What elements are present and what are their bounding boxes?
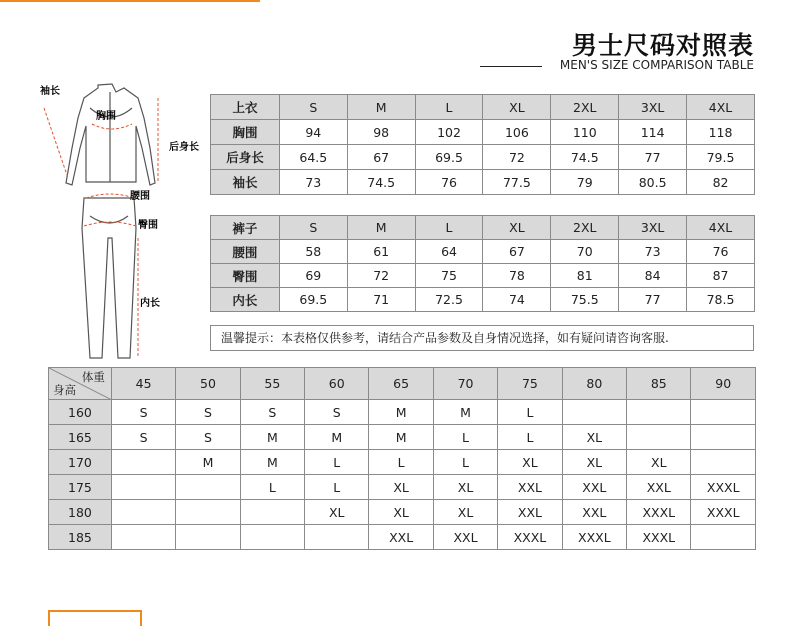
- size-header: S: [279, 95, 347, 120]
- size-header: 4XL: [687, 95, 755, 120]
- table-cell: L: [433, 450, 497, 475]
- table-row: [49, 425, 756, 450]
- size-header: L: [415, 216, 483, 240]
- table-row: [49, 475, 756, 500]
- table-cell: M: [240, 425, 304, 450]
- table-cell: 69.5: [415, 145, 483, 170]
- table-header-row: [49, 368, 756, 400]
- size-header: L: [415, 95, 483, 120]
- table-cell: XXXL: [627, 500, 691, 525]
- table-cell: L: [433, 425, 497, 450]
- table-cell: [691, 400, 756, 425]
- height-header: 165: [49, 425, 112, 450]
- table-row: [211, 264, 755, 288]
- table-cell: 102: [415, 120, 483, 145]
- table-cell: 64.5: [279, 145, 347, 170]
- table-header-row: [211, 95, 755, 120]
- table-cell: 58: [279, 240, 347, 264]
- table-header-row: [211, 216, 755, 240]
- weight-header: 75: [498, 368, 562, 400]
- size-header: S: [279, 216, 347, 240]
- row-label: 后身长: [211, 145, 280, 170]
- table-cell: XL: [433, 500, 497, 525]
- height-header: 185: [49, 525, 112, 550]
- table-cell: [691, 525, 756, 550]
- table-cell: M: [176, 450, 240, 475]
- table-head-label: 裤子: [211, 216, 280, 240]
- table-cell: L: [305, 450, 369, 475]
- table-cell: M: [305, 425, 369, 450]
- table-row: [211, 288, 755, 312]
- table-cell: 75: [415, 264, 483, 288]
- label-chest: 胸围: [96, 111, 116, 122]
- height-axis-label: 身高: [53, 383, 76, 397]
- table-cell: 84: [619, 264, 687, 288]
- table-cell: M: [369, 425, 433, 450]
- weight-header: 50: [176, 368, 240, 400]
- weight-header: 90: [691, 368, 756, 400]
- row-label: 内长: [211, 288, 280, 312]
- weight-header: 60: [305, 368, 369, 400]
- jersey-illustration: [66, 84, 155, 185]
- weight-header: 65: [369, 368, 433, 400]
- size-header: 3XL: [619, 95, 687, 120]
- table-cell: 79.5: [687, 145, 755, 170]
- table-cell: 67: [483, 240, 551, 264]
- fit-recommendation-table: [48, 367, 756, 550]
- table-cell: XL: [498, 450, 562, 475]
- table-cell: XXL: [433, 525, 497, 550]
- table-cell: 69.5: [279, 288, 347, 312]
- table-cell: [111, 475, 175, 500]
- label-inseam: 内长: [140, 298, 160, 309]
- size-header: M: [347, 216, 415, 240]
- table-cell: S: [176, 400, 240, 425]
- row-label: 胸围: [211, 120, 280, 145]
- table-cell: XL: [369, 475, 433, 500]
- table-cell: 77: [619, 288, 687, 312]
- table-cell: 81: [551, 264, 619, 288]
- size-header: 4XL: [687, 216, 755, 240]
- table-cell: 82: [687, 170, 755, 195]
- table-cell: 72: [483, 145, 551, 170]
- table-cell: XXL: [498, 500, 562, 525]
- table-row: [211, 240, 755, 264]
- table-cell: 73: [279, 170, 347, 195]
- table-cell: XXXL: [562, 525, 626, 550]
- row-label: 臀围: [211, 264, 280, 288]
- page-subtitle: MEN'S SIZE COMPARISON TABLE: [559, 58, 754, 72]
- table-cell: XXXL: [627, 525, 691, 550]
- table-cell: 79: [551, 170, 619, 195]
- table-cell: 118: [687, 120, 755, 145]
- label-hip: 臀围: [138, 220, 158, 231]
- size-header: XL: [483, 216, 551, 240]
- table-cell: XXXL: [691, 475, 756, 500]
- table-cell: L: [305, 475, 369, 500]
- table-cell: 106: [483, 120, 551, 145]
- table-cell: XXL: [498, 475, 562, 500]
- size-header: 3XL: [619, 216, 687, 240]
- table-cell: [240, 500, 304, 525]
- label-waist: 腰围: [130, 191, 150, 202]
- title-rule: [480, 66, 542, 67]
- label-back-length: 后身长: [169, 142, 199, 153]
- height-header: 175: [49, 475, 112, 500]
- table-cell: [627, 425, 691, 450]
- height-header: 180: [49, 500, 112, 525]
- table-cell: 61: [347, 240, 415, 264]
- table-cell: [176, 475, 240, 500]
- table-cell: [111, 525, 175, 550]
- jersey-size-table: [210, 94, 755, 195]
- table-cell: XL: [562, 425, 626, 450]
- table-cell: XL: [305, 500, 369, 525]
- table-cell: [111, 450, 175, 475]
- size-header: M: [347, 95, 415, 120]
- table-row: [49, 400, 756, 425]
- table-cell: [176, 500, 240, 525]
- size-header: 2XL: [551, 216, 619, 240]
- weight-header: 85: [627, 368, 691, 400]
- weight-header: 80: [562, 368, 626, 400]
- table-cell: [627, 400, 691, 425]
- table-cell: 72: [347, 264, 415, 288]
- table-cell: XXL: [562, 475, 626, 500]
- table-cell: 75.5: [551, 288, 619, 312]
- table-cell: 64: [415, 240, 483, 264]
- bottom-accent-box: [48, 610, 142, 626]
- table-cell: 87: [687, 264, 755, 288]
- row-label: 袖长: [211, 170, 280, 195]
- table-cell: 77: [619, 145, 687, 170]
- table-cell: [111, 500, 175, 525]
- table-cell: 78: [483, 264, 551, 288]
- table-cell: 71: [347, 288, 415, 312]
- table-cell: [176, 525, 240, 550]
- table-cell: 110: [551, 120, 619, 145]
- table-cell: XXL: [562, 500, 626, 525]
- table-cell: XL: [562, 450, 626, 475]
- table-cell: XL: [627, 450, 691, 475]
- table-cell: 94: [279, 120, 347, 145]
- table-cell: 69: [279, 264, 347, 288]
- table-cell: 80.5: [619, 170, 687, 195]
- table-cell: 77.5: [483, 170, 551, 195]
- table-cell: L: [498, 400, 562, 425]
- table-cell: [562, 400, 626, 425]
- table-cell: M: [240, 450, 304, 475]
- table-cell: XL: [369, 500, 433, 525]
- weight-axis-label: 体重: [81, 370, 105, 384]
- table-cell: S: [176, 425, 240, 450]
- table-cell: XXXL: [691, 500, 756, 525]
- weight-header: 45: [111, 368, 175, 400]
- size-header: 2XL: [551, 95, 619, 120]
- table-cell: 74.5: [347, 170, 415, 195]
- table-cell: 76: [687, 240, 755, 264]
- table-cell: 70: [551, 240, 619, 264]
- table-cell: S: [111, 425, 175, 450]
- top-accent-line: [0, 0, 260, 2]
- table-head-label: 上衣: [211, 95, 280, 120]
- weight-header: 70: [433, 368, 497, 400]
- page-title: 男士尺码对照表: [571, 31, 754, 60]
- pants-size-table: [210, 215, 755, 312]
- table-cell: XXL: [627, 475, 691, 500]
- label-sleeve: 袖长: [40, 86, 60, 97]
- table-cell: S: [240, 400, 304, 425]
- table-cell: [691, 450, 756, 475]
- table-cell: XL: [433, 475, 497, 500]
- table-cell: 73: [619, 240, 687, 264]
- table-cell: S: [111, 400, 175, 425]
- table-cell: M: [369, 400, 433, 425]
- table-cell: [305, 525, 369, 550]
- garment-diagram: [30, 78, 205, 363]
- row-label: 腰围: [211, 240, 280, 264]
- table-row: [211, 120, 755, 145]
- corner-header-cell: [49, 368, 112, 400]
- table-cell: [240, 525, 304, 550]
- table-cell: 98: [347, 120, 415, 145]
- notice-box: 温馨提示：本表格仅供参考，请结合产品参数及自身情况选择，如有疑问请咨询客服.: [210, 325, 754, 351]
- table-cell: S: [305, 400, 369, 425]
- table-row: [49, 500, 756, 525]
- table-row: [49, 525, 756, 550]
- height-header: 170: [49, 450, 112, 475]
- table-cell: 74.5: [551, 145, 619, 170]
- size-header: XL: [483, 95, 551, 120]
- table-cell: 76: [415, 170, 483, 195]
- height-header: 160: [49, 400, 112, 425]
- table-cell: M: [433, 400, 497, 425]
- table-cell: 72.5: [415, 288, 483, 312]
- table-cell: L: [240, 475, 304, 500]
- table-cell: [691, 425, 756, 450]
- table-cell: XXXL: [498, 525, 562, 550]
- table-cell: XXL: [369, 525, 433, 550]
- table-cell: 114: [619, 120, 687, 145]
- table-cell: 74: [483, 288, 551, 312]
- table-cell: 67: [347, 145, 415, 170]
- weight-header: 55: [240, 368, 304, 400]
- table-cell: 78.5: [687, 288, 755, 312]
- table-row: [211, 145, 755, 170]
- table-cell: L: [498, 425, 562, 450]
- table-row: [49, 450, 756, 475]
- table-cell: L: [369, 450, 433, 475]
- table-row: [211, 170, 755, 195]
